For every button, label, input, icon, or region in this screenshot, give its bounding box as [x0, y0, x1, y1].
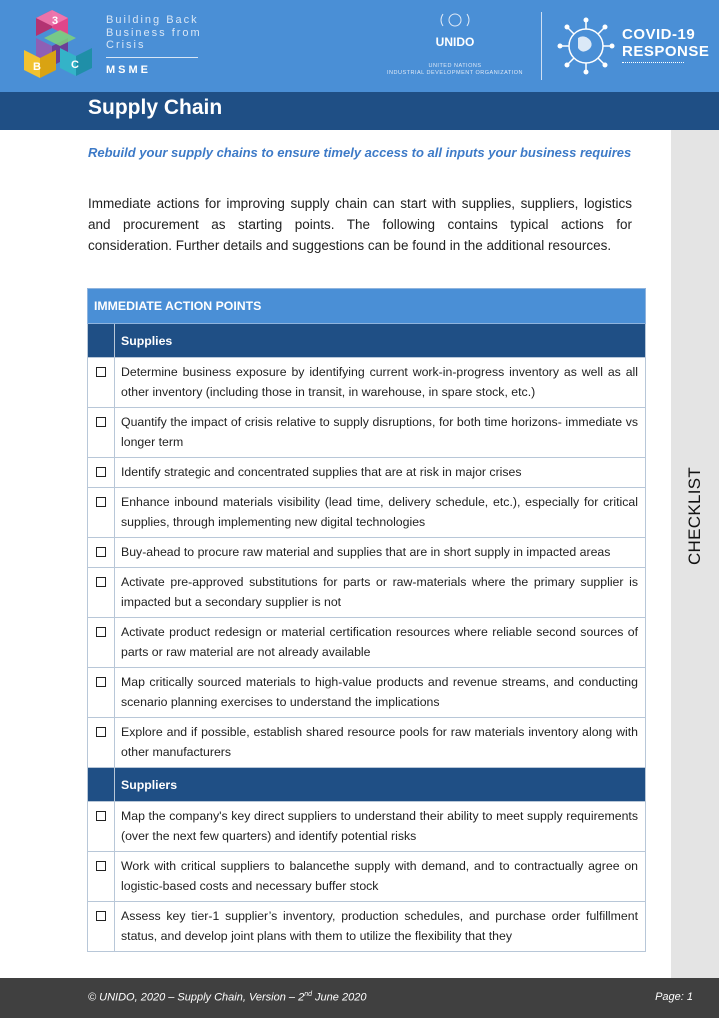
action-item-text: Explore and if possible, establish shared resource pools for raw materials inventory along with other manufacturers: [115, 718, 646, 768]
cube-letter: C: [71, 59, 79, 71]
action-item-text: Quantify the impact of crisis relative to supply disruptions, for both time horizons- immediate vs longer term: [115, 408, 646, 458]
brand-line-2: Business from: [106, 26, 202, 39]
title-bar: [0, 92, 719, 130]
footer-copyright-suffix: June 2020: [312, 991, 367, 1004]
action-item-text: Map critically sourced materials to high-value products and revenue streams, and conducting scenario planning exercises to understand the implications: [115, 668, 646, 718]
table-row: [88, 618, 646, 668]
footer-copyright-prefix: © UNIDO, 2020 – Supply Chain, Version – 2: [88, 991, 305, 1004]
msme-cubes-logo: [22, 8, 102, 84]
checkbox-cell: [88, 802, 115, 852]
checkbox-cell: [88, 618, 115, 668]
checkbox[interactable]: [96, 811, 106, 821]
table-row: [88, 852, 646, 902]
action-points-table: [87, 288, 646, 952]
action-item-text: Determine business exposure by identifying current work-in-progress inventory as well as all other inventory (including those in transit, in warehouse, in spare stock, etc.): [115, 358, 646, 408]
covid-dotted-rule: [622, 62, 684, 63]
unido-name: UNIDO: [435, 35, 475, 49]
table-row: [88, 802, 646, 852]
checklist-side-label: CHECKLIST: [685, 466, 704, 566]
section-title: Supplies: [115, 324, 646, 358]
intro-highlight: Rebuild your supply chains to ensure timely access to all inputs your business requires: [88, 145, 632, 160]
table-row: [88, 458, 646, 488]
virus-globe-icon: [556, 16, 616, 76]
checkbox[interactable]: [96, 467, 106, 477]
section-title: Suppliers: [115, 768, 646, 802]
cube-letter: B: [33, 61, 41, 73]
action-item-text: Enhance inbound materials visibility (lead time, delivery schedule, etc.), especially for critical supplies, through implementing new digital technologies: [115, 488, 646, 538]
unido-subtitle-2: INDUSTRIAL DEVELOPMENT ORGANIZATION: [387, 70, 523, 76]
header-divider: [541, 12, 542, 80]
checkbox-cell: [88, 538, 115, 568]
side-label-wrap: [671, 466, 719, 566]
checkbox-cell: [88, 568, 115, 618]
table-row: [88, 488, 646, 538]
checkbox[interactable]: [96, 577, 106, 587]
table-row: [88, 568, 646, 618]
checkbox[interactable]: [96, 911, 106, 921]
table-header-row: [88, 289, 646, 324]
action-item-text: Work with critical suppliers to balancethe supply with demand, and to contractually agree on logistic-based costs and necessary buffer stock: [115, 852, 646, 902]
intro-paragraph: Immediate actions for improving supply chain can start with supplies, suppliers, logistics and procurement as starting points. The following contains typical actions for consideration. Further details and suggestions can be found in the additional resources.: [88, 196, 632, 253]
table-row: [88, 408, 646, 458]
action-item-text: Buy-ahead to procure raw material and supplies that are in short supply in impacted areas: [115, 538, 646, 568]
covid-line-2: RESPONSE: [622, 43, 710, 60]
unido-logo: [380, 12, 530, 77]
checkbox[interactable]: [96, 497, 106, 507]
un-emblem-icon: [437, 12, 473, 28]
checkbox[interactable]: [96, 417, 106, 427]
table-header: IMMEDIATE ACTION POINTS: [88, 289, 646, 324]
checkbox[interactable]: [96, 547, 106, 557]
action-item-text: Activate product redesign or material certification resources where reliable second sources of parts or raw material are not already available: [115, 618, 646, 668]
table-row: [88, 718, 646, 768]
checkbox-cell: [88, 408, 115, 458]
checkbox[interactable]: [96, 627, 106, 637]
checkbox[interactable]: [96, 727, 106, 737]
section-spacer-cell: [88, 324, 115, 358]
footer-copyright-sup: nd: [304, 991, 312, 998]
covid-line-1: COVID-19: [622, 26, 696, 43]
covid-response-logo: [556, 16, 710, 76]
action-item-text: Map the company's key direct suppliers to understand their ability to meet supply requirements (over the next few quarters) and identify potential risks: [115, 802, 646, 852]
brand-msme: MSME: [106, 63, 151, 76]
table-row: [88, 902, 646, 952]
table-row: [88, 358, 646, 408]
brand-line-3: Crisis: [106, 39, 146, 51]
action-item-text: Activate pre-approved substitutions for parts or raw-materials where the primary supplier is impacted but a secondary supplier is not: [115, 568, 646, 618]
checkbox-cell: [88, 458, 115, 488]
footer-copyright: [88, 991, 366, 1004]
checkbox-cell: [88, 488, 115, 538]
checkbox[interactable]: [96, 677, 106, 687]
page-number: Page: 1: [655, 991, 693, 1003]
table-row: [88, 538, 646, 568]
checkbox-cell: [88, 718, 115, 768]
brand-line-1: Building Back: [106, 14, 199, 26]
footer: [0, 978, 719, 1018]
action-item-text: Identify strategic and concentrated supplies that are at risk in major crises: [115, 458, 646, 488]
section-spacer-cell: [88, 768, 115, 802]
checkbox-cell: [88, 902, 115, 952]
checkbox-cell: [88, 358, 115, 408]
table-section-row: [88, 768, 646, 802]
page-title: Supply Chain: [88, 96, 223, 119]
checkbox[interactable]: [96, 367, 106, 377]
table-section-row: [88, 324, 646, 358]
checkbox-cell: [88, 668, 115, 718]
header-banner: [0, 0, 719, 92]
checkbox[interactable]: [96, 861, 106, 871]
action-item-text: Assess key tier-1 supplier’s inventory, production schedules, and purchase order fulfillment status, and develop joint plans with them to utilize the flexibility that they: [115, 902, 646, 952]
table-row: [88, 668, 646, 718]
brand-title: [106, 14, 202, 76]
unido-subtitle-1: UNITED NATIONS: [428, 63, 482, 69]
cube-letter: 3: [52, 15, 59, 27]
brand-divider: [106, 57, 198, 58]
covid-response-text: [622, 26, 709, 60]
checkbox-cell: [88, 852, 115, 902]
